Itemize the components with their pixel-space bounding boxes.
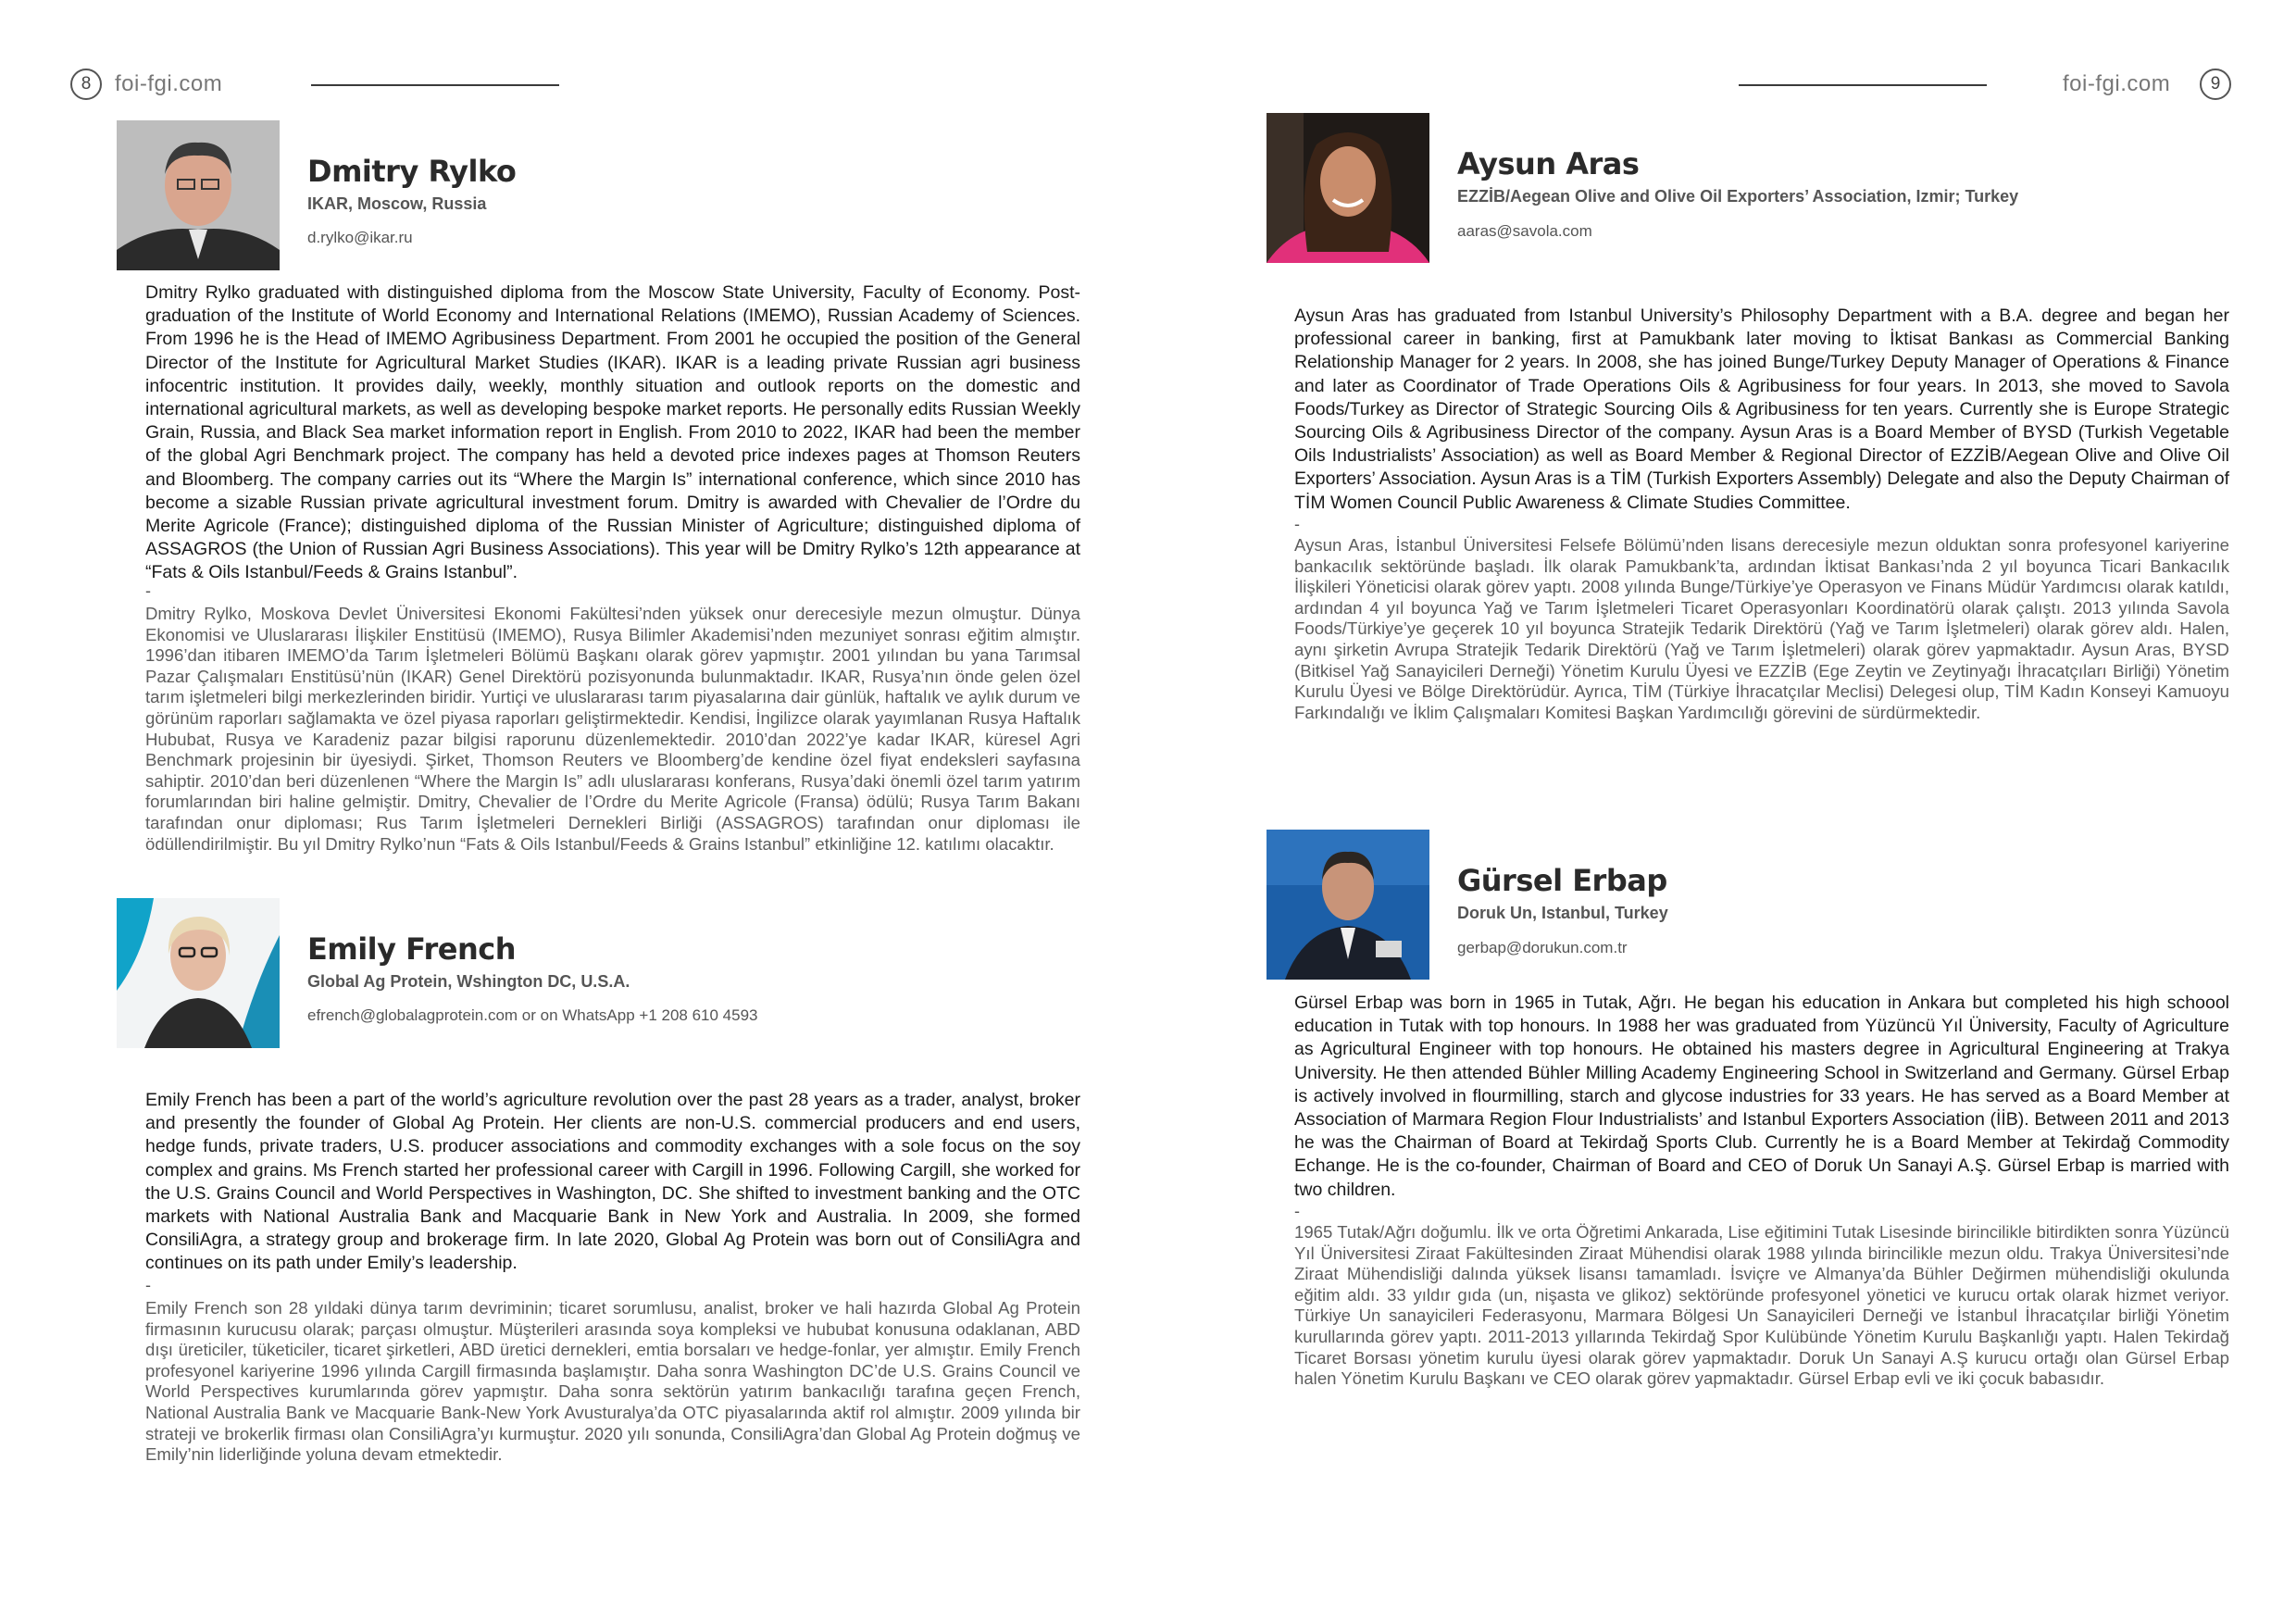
profile-organization: EZZİB/Aegean Olive and Olive Oil Exporters’ Association, Izmir; Turkey <box>1457 187 2019 206</box>
profile-name: Gürsel Erbap <box>1457 863 1667 898</box>
profile-organization: Doruk Un, Istanbul, Turkey <box>1457 904 1668 922</box>
bio-turkish: Dmitry Rylko, Moskova Devlet Üniversitesi Ekonomi Fakültesi’nden yüksek onur derecesiyle mezun olmuştur. Dünya Ekonomisi ve Uluslararası İlişkiler Enstitüsü (IMEMO), Rusya Bilimler Akademisi’nden mezuniyet sonrası eğitim almıştır. 1996’dan itibaren IMEMO’da Tarım İşletmeleri Bölümü Başkanı olarak görev yapmıştır. 2001 yılından bu yana Tarımsal Pazar Çalışmaları Enstitüsü’nün (IKAR) Genel Direktörü pozisyonunda bulunmaktadır. IKAR, Rusya’nın önde gelen özel tarım işletmeleri bilgi merkezlerinden biridir. Yurtiçi ve uluslararası tarım piyasalarına dair günlük, haftalık ve aylık durum ve görünüm raporları sağlamakta ve özel piyasa raporları geliştirmektedir. Kendisi, İngilizce olarak yayımlanan Rusya Haftalık Hububat, Rusya ve Karadeniz pazar bilgisi raporunu düzenlemektedir. 2010’dan 2022’ye kadar IKAR, küresel Agri Benchmark projesinin bir üyesiydi. Şirket, Thomson Reuters ve Bloomberg’de kendine özel fiyat endeksleri sayfasına sahiptir. 2010’dan beri düzenlenen “Where the Margin Is” adlı uluslararası konferans, Rusya’daki önemli özel tarım yatırım forumlarından biri haline gelmiştir. Dmitry, Chevalier de l’Ordre du Merite Agricole (Fransa) ödülü; Rusya Tarım Bakanı tarafından onur diploması; Rus Tarım İşletmeleri Dernekleri Birliği (ASSAGROS) tarafından onur diploması ile ödüllendirilmiştir. Bu yıl Dmitry Rylko’nun “Fats & Oils Istanbul/Feeds & Grains Istanbul” etkinliğine 12. katılımı olacaktır. <box>145 604 1080 854</box>
profile-email[interactable]: d.rylko@ikar.ru <box>307 229 413 246</box>
bio-english: Emily French has been a part of the world’s agriculture revolution over the past 28 years as a trader, analyst, broker and presently the founder of Global Ag Protein. Her clients are non-U.S. commercial producers and end users, hedge funds, private traders, U.S. producer associations and commodity exchanges with a sole focus on the soy complex and grains. Ms French started her professional career with Cargill in 1996. Following Cargill, she worked for the U.S. Grains Council and World Perspectives in Washington, DC. She shifted to investment banking and the OTC markets with National Australia Bank and Macquarie Bank in New York and Australia. In 2009, she formed ConsiliAgra, a strategy group and brokerage firm. In late 2020, Global Ag Protein was born out of ConsiliAgra and continues on its path under Emily’s leadership. <box>145 1090 1080 1274</box>
bio-separator: - <box>145 1276 151 1294</box>
profile-photo-gursel-erbap <box>1267 830 1429 980</box>
bio-english: Aysun Aras has graduated from Istanbul University’s Philosophy Department with a B.A. degree and began her professional career in banking, first at Pamukbank later moving to İktisat Bankası as Commercial Banking Relationship Manager for 2 years. In 2008, she has joined Bunge/Turkey Deputy Manager of Operations & Finance and later as Coordinator of Trade Operations Oils & Agribusiness for four years. In 2013, she moved to Savola Foods/Turkey as Director of Strategic Sourcing Oils & Agribusiness for ten years. Currently she is Europe Strategic Sourcing Oils & Agribusiness Director of the company. Aysun Aras is a Board Member of BYSD (Turkish Vegetable Oils Industrialists’ Association) as well as Board Member & Regional Director of EZZİB/Aegean Olive and Olive Oil Exporters’ Association. Aysun Aras is a TİM (Turkish Exporters Assembly) Delegate and also the Deputy Chairman of TİM Women Council Public Awareness & Climate Studies Committee. <box>1294 306 2229 513</box>
bio-separator: - <box>1294 1202 1300 1220</box>
bio-separator: - <box>145 581 151 600</box>
profile-organization: IKAR, Moscow, Russia <box>307 194 487 213</box>
bio-turkish: 1965 Tutak/Ağrı doğumlu. İlk ve orta Öğretimi Ankarada, Lise eğitimini Tutak Lisesinde birincilikle bitirdikten sonra Yüzüncü Yıl Üniversitesi Ziraat Fakültesinden Ziraat Mühendisi olarak 1988 yılında birincilikle mezun oldu. Trakya Üniversitesi’nde Ziraat Mühendisliği dalında yüksek lisansı tamamladı. İsviçre ve Almanya’da Bühler Değirmen mühendisliği okulunda eğitim aldı. 33 yıldır gıda (un, nişasta ve glikoz) sektöründe profesyonel yönetici ve kurucu ortak olarak hizmet veriyor. Türkiye Un sanayicileri Federasyonu, Marmara Bölgesi Un Sanayicileri Derneği ve İstanbul İhracatçılar birliği Yönetim kurullarında görev yaptı. 2011-2013 yıllarında Tekirdağ Spor Kulübünde Yönetim Kurulu Başkanlığı yaptı. Halen Tekirdağ Ticaret Borsası yönetim kurulu üyesi olarak görev yapmaktadır. Doruk Un Sanayi A.Ş kurucu ortağı olan Gürsel Erbap halen Yönetim Kurulu Başkanı ve CEO olarak görev yapmaktadır. Gürsel Erbap evli ve iki çocuk babasıdır. <box>1294 1222 2229 1389</box>
site-url: foi-fgi.com <box>115 71 223 96</box>
page-number: 8 <box>70 69 102 100</box>
page-number: 9 <box>2200 69 2231 100</box>
bio-english: Gürsel Erbap was born in 1965 in Tutak, Ağrı. He began his education in Ankara but completed his high schoool education in Tutak with top honours. In 1988 her was graduated from Yüzüncü Yıl Üniversity, Faculty of Agriculture as Agricultural Engineer with top honours. He obtained his masters degree in Agricultural Engineering at Trakya University. He then attended Bühler Milling Academy Engineering School in Switzerland and Germany. Gürsel Erbap is actively involved in flourmilling, starch and glycose industries for 33 years. He has served as a Board Member at Association of Marmara Region Flour Industrialists’ and Istanbul Exporters Association (İİB). Between 2011 and 2013 he was the Chairman of Board at Tekirdağ Sports Club. Currently he is a Board Member at Tekirdağ Commodity Echange. He is the co-founder, Chairman of Board and CEO of Doruk Un Sanayi A.Ş. Gürsel Erbap is married with two children. <box>1294 993 2229 1200</box>
profile-organization: Global Ag Protein, Wshington DC, U.S.A. <box>307 972 630 991</box>
bio-turkish: Emily French son 28 yıldaki dünya tarım devriminin; ticaret sorumlusu, analist, broker ve hali hazırda Global Ag Protein firmasının kurucusu olarak; parçası olmuştur. Müşterileri arasında soya kompleksi ve hububat konusuna odaklanan, ABD dışı üreticiler, tüketiciler, ticaret şirketleri, ABD üretici dernekleri, emtia borsaları ve hedge-fonlar, yer almıştır. Emily French profesyonel kariyerine 1996 yılında Cargill firmasında başlamıştır. Daha sonra Washington DC’de U.S. Grains Council ve World Perspectives kurumlarında görev yapmıştır. Daha sonra sektörün yatırım bankacılığı tarafına geçen French, National Australia Bank ve Macquarie Bank-New York Avusturalya’da OTC piyasalarında aktif rol almıştır. 2009 yılında bir strateji ve brokerlik firması olan ConsiliAgra’yı kurmuştur. 2020 yılı sonunda, ConsiliAgra’dan Global Ag Protein doğmuş ve Emily’nin liderliğinde yoluna devam etmektedir. <box>145 1298 1080 1465</box>
bio-separator: - <box>1294 515 1300 533</box>
profile-name: Dmitry Rylko <box>307 154 517 189</box>
profile-photo-dmitry-rylko <box>117 120 280 270</box>
header-rule <box>311 84 559 86</box>
profile-email[interactable]: aaras@savola.com <box>1457 222 1592 240</box>
bio-turkish: Aysun Aras, İstanbul Üniversitesi Felsefe Bölümü’nden lisans derecesiyle mezun olduktan sonra profesyonel kariyerine bankacılık sektöründe başladı. İlk olarak Pamukbank’ta, ardından İktisat Bankası’nda 2 yıl boyunca Ticari Bankacılık İlişkileri Yöneticisi olarak görev yaptı. 2008 yılında Bunge/Türkiye’ye Operasyon ve Finans Müdür Yardımcısı olarak katıldı, ardından 4 yıl boyunca Yağ ve Tarım İşletmeleri Ticaret Operasyonları Koordinatörü olarak çalıştı. 2013 yılında Savola Foods/Türkiye’ye geçerek 10 yıl boyunca Stratejik Tedarik Direktörü (Yağ ve Tarım İşletmeleri) olarak görev aldı. Halen, aynı şirketin Avrupa Stratejik Tedarik Direktörü (Yağ ve Tarım İşletmeleri) olarak görev yapmaktadır. Aysun Aras, BYSD (Bitkisel Yağ Sanayicileri Derneği) Yönetim Kurulu Üyesi ve EZZİB (Ege Zeytin ve Zeytinyağı İhracatçıları Birliği) Yönetim Kurulu Üyesi ve Bölge Direktörüdür. Ayrıca, TİM (Türkiye İhracatçılar Meclisi) Delegesi olup, TİM Kadın Konseyi Kamuoyu Farkındalığı ve İklim Çalışmaları Komitesi Başkan Yardımcılığı görevini de sürdürmektedir. <box>1294 535 2229 722</box>
bio-english: Dmitry Rylko graduated with distinguished diploma from the Moscow State University, Faculty of Economy. Post-graduation of the Institute of World Economy and International Relations (IMEMO), Russian Academy of Sciences. From 1996 he is the Head of IMEMO Agribusiness Department. From 2001 he occupied the position of the General Director of the Institute for Agricultural Market Studies (IKAR). IKAR is a leading private Russian agri business infocentric institution. It provides daily, weekly, monthly situation and outlook reports on the domestic and international agricultural markets, as well as developing bespoke market reports. He personally edits Russian Weekly Grain, Russia, and Black Sea market information report in English. From 2010 to 2022, IKAR had been the member of the global Agri Benchmark project. The company has held a devoted price indexes pages at Thomson Reuters and Bloomberg. The company carries out its “Where the Margin Is” international conference, which since 2010 has become a sizable Russian private agricultural investment forum. Dmitry is awarded with Chevalier de l’Ordre du Merite Agricole (France); distinguished diploma of the Russian Minister of Agriculture; distinguished diploma of ASSAGROS (the Union of Russian Agri Business Associations). This year will be Dmitry Rylko’s 12th appearance at “Fats & Oils Istanbul/Feeds & Grains Istanbul”. <box>145 282 1080 583</box>
profile-name: Aysun Aras <box>1457 146 1640 181</box>
profile-email[interactable]: efrench@globalagprotein.com or on WhatsApp +1 208 610 4593 <box>307 1006 758 1024</box>
header-rule <box>1739 84 1987 86</box>
profile-email[interactable]: gerbap@dorukun.com.tr <box>1457 939 1628 956</box>
profile-photo-emily-french <box>117 898 280 1048</box>
right-page <box>1148 0 2296 1624</box>
site-url: foi-fgi.com <box>2063 71 2171 96</box>
profile-name: Emily French <box>307 931 516 967</box>
profile-photo-aysun-aras <box>1267 113 1429 263</box>
